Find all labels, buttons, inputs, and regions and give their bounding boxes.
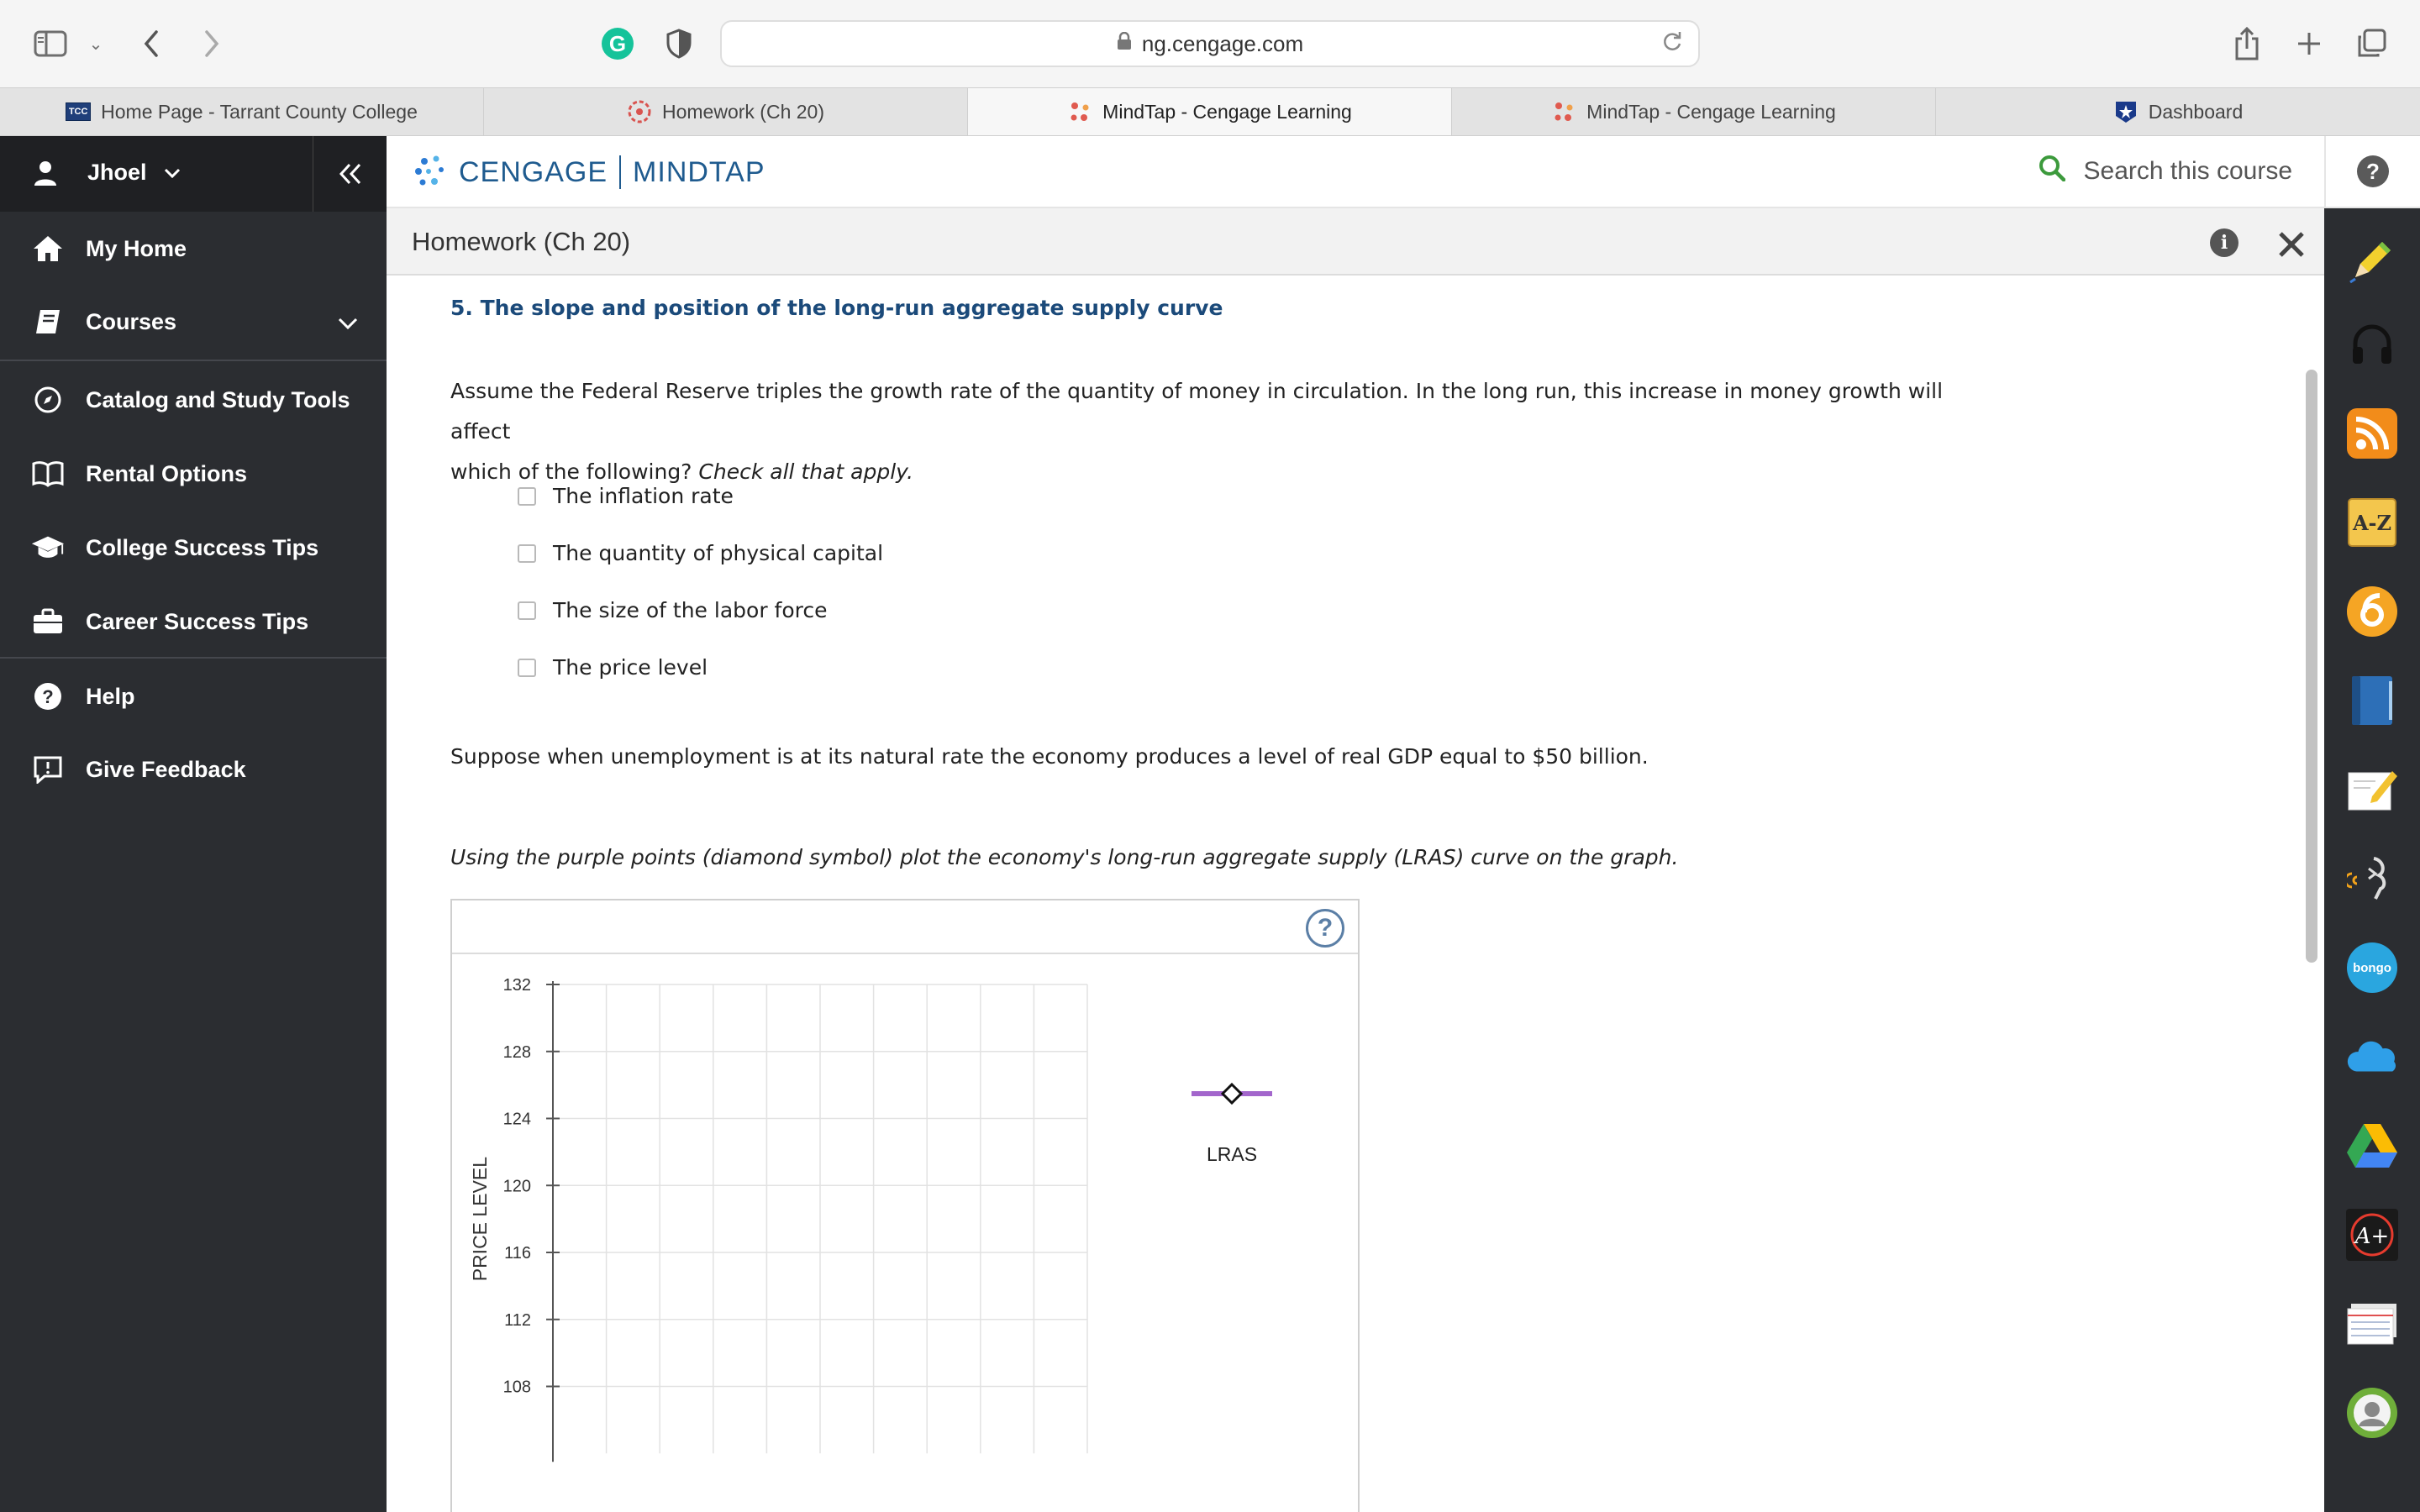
y-tick-label: 132 <box>502 976 531 995</box>
book-icon <box>30 304 66 339</box>
user-name: Jhoel <box>87 160 147 185</box>
lock-icon <box>1117 32 1132 56</box>
search-icon <box>2039 155 2065 188</box>
graph-toolbar <box>452 900 1358 954</box>
url-text: ng.cengage.com <box>1141 30 1304 56</box>
back-icon[interactable] <box>126 18 176 69</box>
y-tick-label: 120 <box>502 1177 531 1196</box>
star-shield-icon <box>2113 99 2139 124</box>
lras-graph[interactable] <box>452 956 1358 1512</box>
graduation-cap-icon <box>30 530 66 565</box>
chevron-down-icon <box>164 162 181 184</box>
option-labor-force[interactable]: The size of the labor force <box>518 598 828 622</box>
instruction-text: Using the purple points (diamond symbol) plot the economy's long-run aggregate supply (LRAS) curve on the graph. <box>450 845 1679 869</box>
brand-cengage: CENGAGE <box>459 155 608 188</box>
compass-icon <box>30 382 66 417</box>
aplus-icon[interactable] <box>2345 1208 2399 1262</box>
reload-icon[interactable] <box>1661 30 1683 60</box>
home-icon <box>30 231 66 266</box>
tab-label: MindTap - Cengage Learning <box>1102 100 1352 123</box>
onedrive-icon[interactable] <box>2345 1030 2399 1084</box>
info-icon[interactable]: i <box>2210 228 2238 257</box>
tab-label: MindTap - Cengage Learning <box>1586 100 1836 123</box>
tab-homework[interactable] <box>484 88 968 135</box>
y-tick-label: 124 <box>502 1110 531 1129</box>
sidebar-item-label: Catalog and Study Tools <box>86 386 350 412</box>
shield-icon[interactable] <box>666 29 692 59</box>
svg-text:bongo: bongo <box>2353 961 2391 975</box>
help-icon[interactable]: ? <box>2357 155 2389 187</box>
svg-text:A-Z: A-Z <box>2352 511 2392 535</box>
y-tick-label: 112 <box>504 1310 531 1330</box>
sidebar-item-label: My Home <box>86 235 187 261</box>
svg-text:?: ? <box>42 686 54 707</box>
chevron-down-icon <box>338 310 358 336</box>
sidebar-item-rental-options[interactable] <box>0 440 387 507</box>
question-content <box>387 276 2324 1512</box>
share-icon[interactable] <box>2222 18 2272 69</box>
checkbox[interactable] <box>518 544 536 563</box>
person-icon <box>34 160 57 186</box>
tab-mindtap-active[interactable] <box>968 88 1452 135</box>
cengage-logo-icon <box>412 153 450 192</box>
readspeaker-icon[interactable] <box>2345 852 2399 906</box>
forward-icon[interactable] <box>187 18 237 69</box>
sidebar-divider <box>0 657 387 659</box>
feedback-icon <box>30 752 66 787</box>
svg-text:A+: A+ <box>2354 1224 2390 1249</box>
tcc-icon: TCC <box>66 99 91 124</box>
tab-tarrant-home[interactable] <box>0 88 484 135</box>
checkbox[interactable] <box>518 601 536 620</box>
sidebar-item-label: Career Success Tips <box>86 608 309 634</box>
sidebar-item-career-success[interactable] <box>0 588 387 655</box>
checkbox[interactable] <box>518 659 536 677</box>
bongo-icon[interactable] <box>2345 941 2399 995</box>
six-icon[interactable] <box>2345 585 2399 638</box>
sidebar-item-label: Courses <box>86 308 177 334</box>
left-sidebar <box>0 136 387 1512</box>
tab-mindtap[interactable] <box>1452 88 1936 135</box>
header-help[interactable] <box>2324 136 2420 208</box>
tab-dashboard[interactable] <box>1936 88 2420 135</box>
scenario-text: Suppose when unemployment is at its natural rate the economy produces a level of real GDP equal to $50 billion. <box>450 744 1649 769</box>
browser-toolbar <box>0 0 2420 87</box>
brand-header <box>387 136 2324 208</box>
sidebar-item-give-feedback[interactable] <box>0 736 387 803</box>
option-price-level[interactable]: The price level <box>518 655 708 680</box>
sidebar-item-label: Give Feedback <box>86 756 246 782</box>
app-dock <box>2324 208 2420 1512</box>
sidebar-item-label: Rental Options <box>86 460 248 486</box>
sidebar-toggle-icon[interactable] <box>25 18 76 69</box>
checkbox[interactable] <box>518 487 536 506</box>
graph-panel <box>450 899 1360 1512</box>
y-tick-label: 128 <box>502 1042 531 1062</box>
sidebar-header <box>0 136 387 212</box>
sidebar-item-my-home[interactable] <box>0 215 387 282</box>
pencil-icon[interactable] <box>2345 234 2399 287</box>
activity-titlebar <box>387 208 2324 276</box>
cengage-icon <box>627 99 652 124</box>
option-physical-capital[interactable]: The quantity of physical capital <box>518 541 883 565</box>
sidebar-item-label: College Success Tips <box>86 534 319 560</box>
tab-overview-icon[interactable] <box>2346 18 2396 69</box>
legend-label: LRAS <box>1206 1143 1258 1165</box>
cengage-mindtap-logo[interactable] <box>412 153 765 192</box>
tab-label: Home Page - Tarrant County College <box>101 100 418 123</box>
brand-mindtap: MINDTAP <box>633 155 765 188</box>
y-tick-label: 108 <box>502 1378 531 1397</box>
note-icon[interactable] <box>2345 763 2399 816</box>
content-scrollbar[interactable] <box>2306 370 2317 963</box>
open-book-icon <box>30 456 66 491</box>
page-title: Homework (Ch 20) <box>412 227 631 256</box>
headphones-icon[interactable] <box>2345 318 2399 371</box>
search-input[interactable]: Search this course <box>2083 157 2292 185</box>
dictionary-icon[interactable] <box>2345 496 2399 549</box>
question-title: 5. The slope and position of the long-run aggregate supply curve <box>450 296 1223 320</box>
cengage-icon <box>1551 99 1576 124</box>
new-tab-icon[interactable] <box>2284 18 2334 69</box>
sidebar-item-college-success[interactable] <box>0 514 387 581</box>
brand-separator <box>619 155 621 189</box>
course-search[interactable] <box>2039 155 2292 188</box>
sidebar-item-courses[interactable] <box>0 288 387 355</box>
grammarly-extension-icon[interactable]: G <box>602 28 634 60</box>
address-bar[interactable] <box>720 20 1700 67</box>
google-drive-icon[interactable] <box>2345 1119 2399 1173</box>
notebook-icon[interactable] <box>2345 674 2399 727</box>
profile-icon[interactable] <box>2345 1386 2399 1440</box>
rss-icon[interactable] <box>2345 407 2399 460</box>
briefcase-icon <box>30 604 66 639</box>
sidebar-divider <box>0 360 387 361</box>
y-tick-label: 116 <box>504 1244 531 1263</box>
close-icon[interactable] <box>2277 220 2306 269</box>
question-icon <box>30 679 66 714</box>
user-menu[interactable] <box>34 160 181 186</box>
sidebar-item-catalog[interactable] <box>0 366 387 433</box>
question-prompt: Assume the Federal Reserve triples the growth rate of the quantity of money in circulation. In the long run, this increase in money growth will affect which of the following? Check all that apply. <box>450 379 1944 484</box>
tab-label: Dashboard <box>2148 100 2244 123</box>
option-inflation-rate[interactable]: The inflation rate <box>518 484 734 508</box>
chevron-down-icon[interactable]: ⌄ <box>88 34 103 54</box>
sidebar-item-help[interactable] <box>0 663 387 730</box>
cengage-icon <box>1067 99 1092 124</box>
y-axis-label: PRICE LEVEL <box>469 1156 491 1282</box>
tab-label: Homework (Ch 20) <box>662 100 824 123</box>
collapse-sidebar-button[interactable] <box>313 136 387 212</box>
flashcards-icon[interactable] <box>2345 1297 2399 1351</box>
sidebar-item-label: Help <box>86 683 135 709</box>
graph-help-icon[interactable]: ? <box>1306 909 1344 948</box>
tab-bar <box>0 87 2420 136</box>
lras-diamond-marker <box>1223 1084 1241 1103</box>
